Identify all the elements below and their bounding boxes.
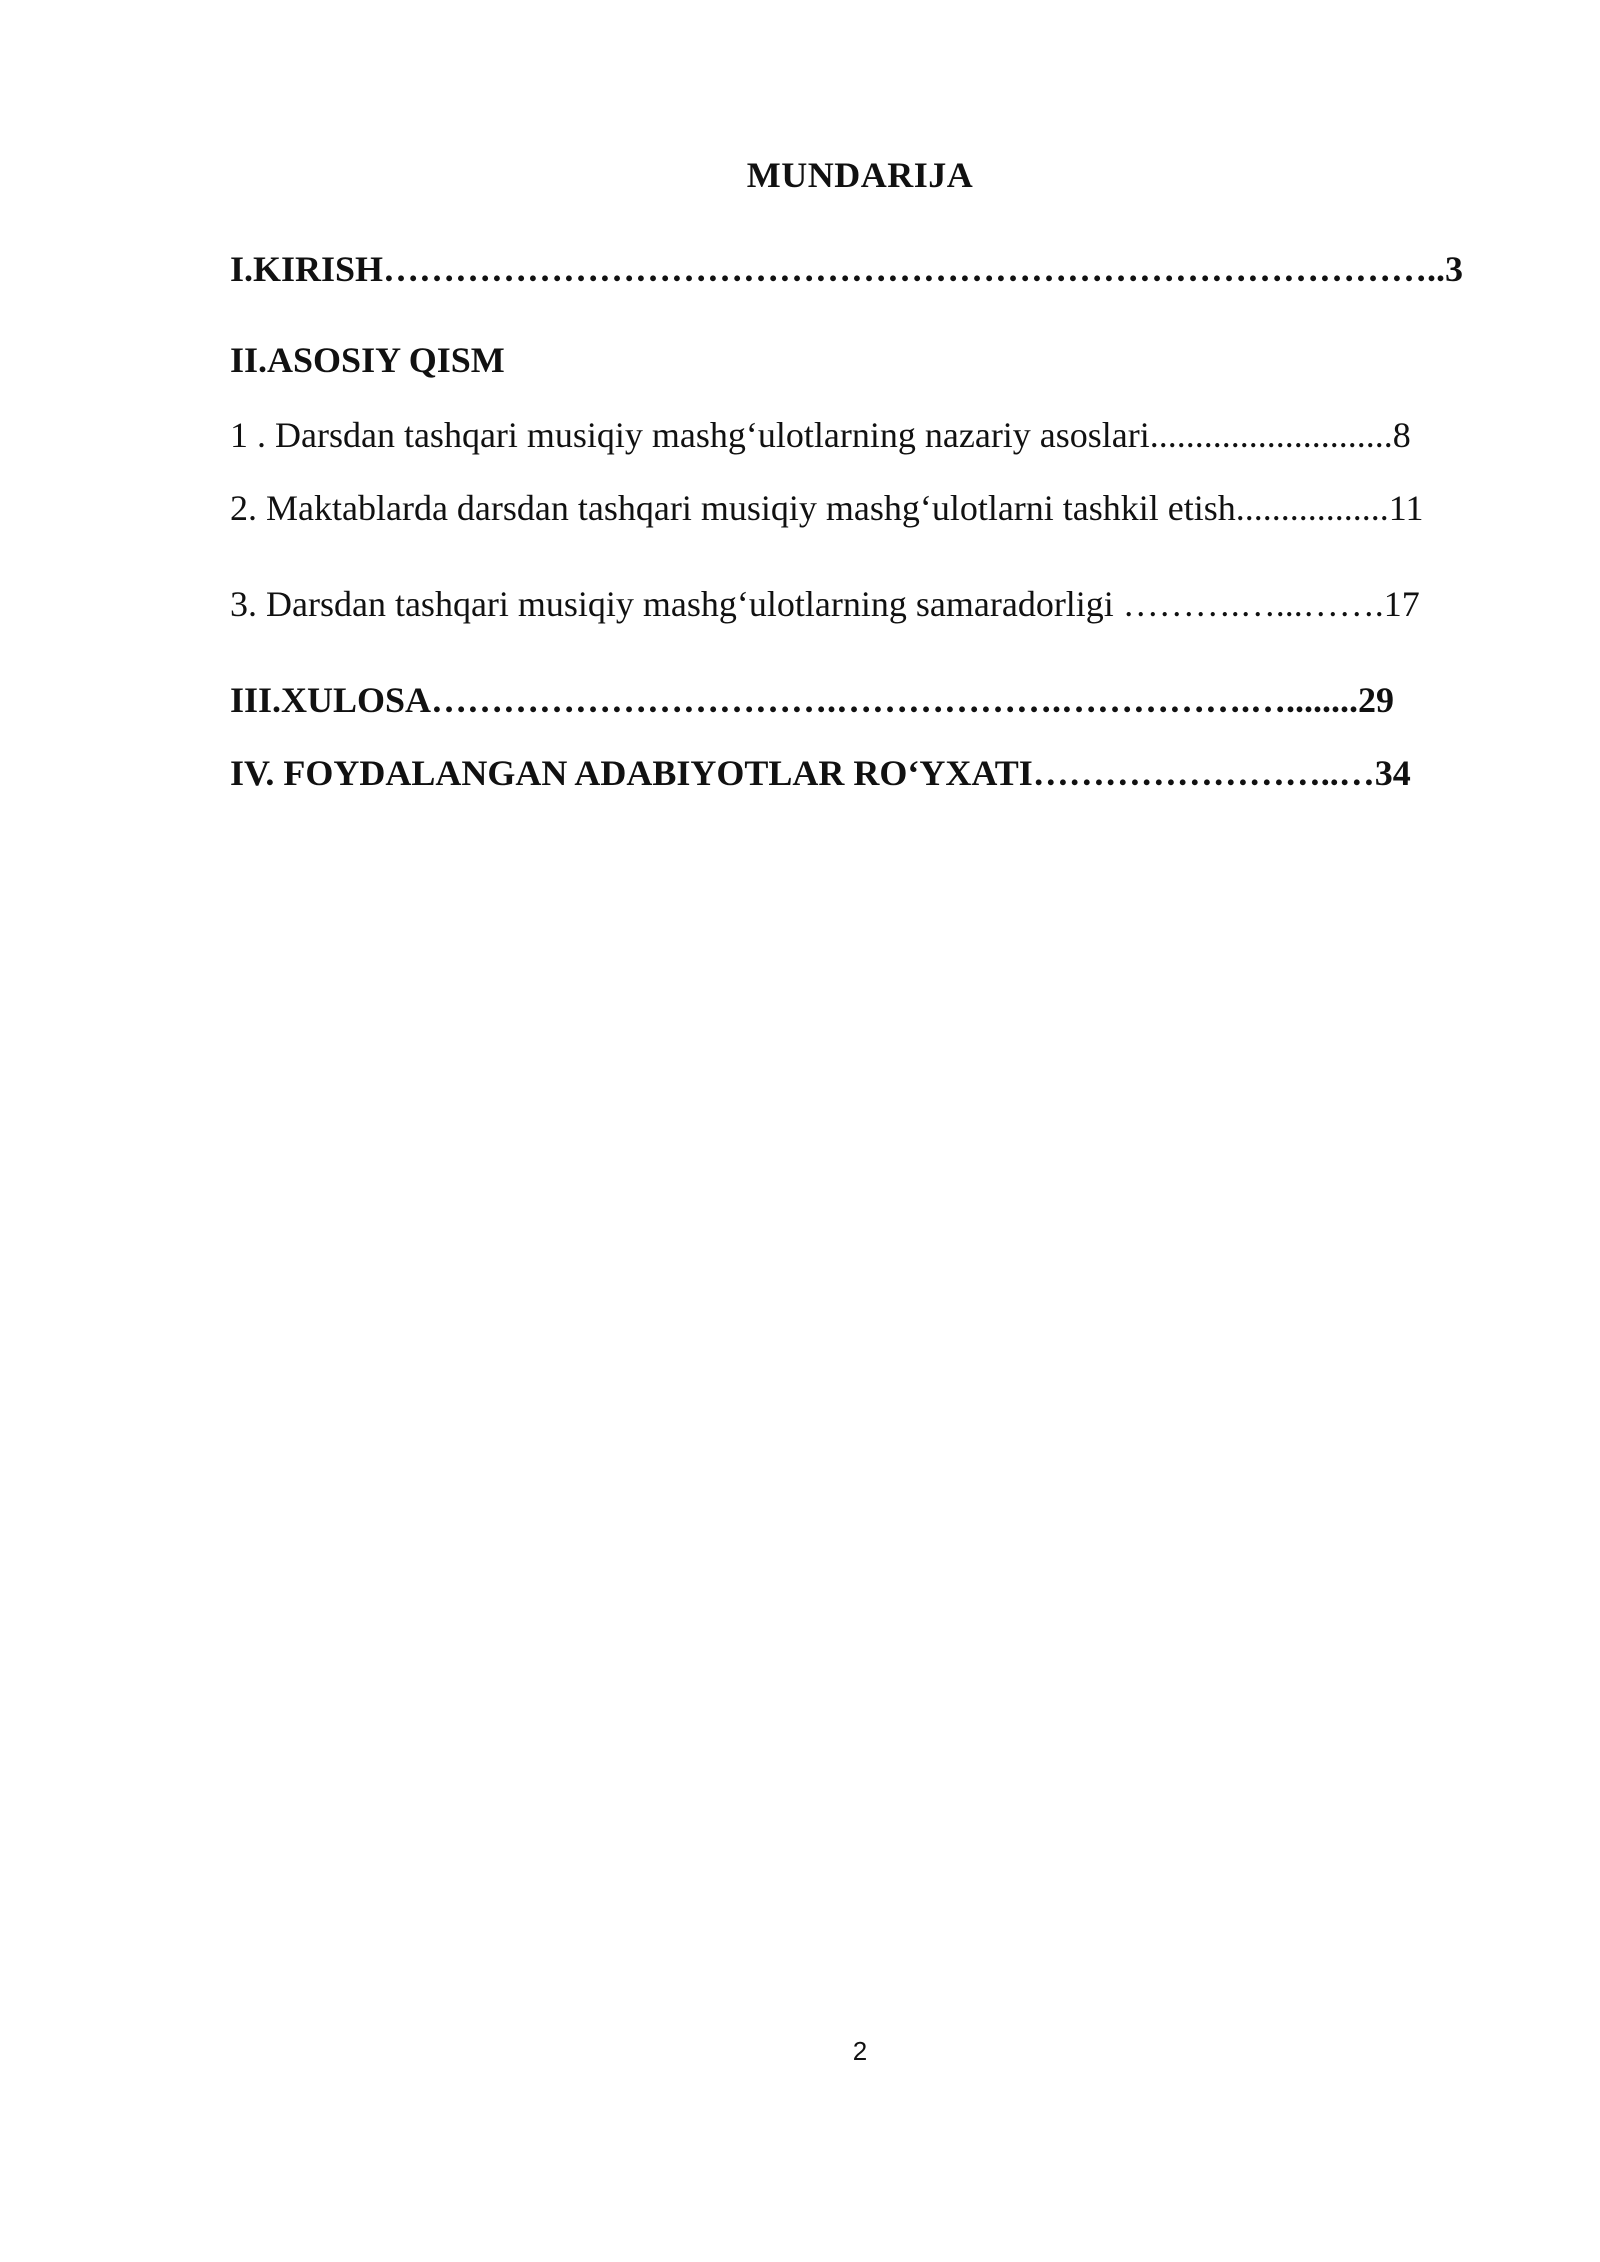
page-number: 2 — [852, 2036, 868, 2066]
toc-entry-kirish: I.KIRISH……………………………………………………………………………..3 — [230, 249, 1464, 289]
toc-entry-1: 1 . Darsdan tashqari musiqiy mashg‘ulotlarning nazariy asoslari...........................8 — [230, 415, 1411, 455]
toc-entry-2: 2. Maktablarda darsdan tashqari musiqiy mashg‘ulotlarni tashkil etish.................11 — [230, 488, 1424, 528]
toc-entry-3: 3. Darsdan tashqari musiqiy mashg‘ulotlarning samaradorligi ……….…...…….17 — [230, 584, 1420, 624]
toc-heading-asosiy-qism: II.ASOSIY QISM — [230, 340, 505, 380]
toc-entry-xulosa: III.XULOSA…………………………….……………….…………….…........29 — [230, 680, 1395, 720]
toc-entry-adabiyotlar: IV. FOYDALANGAN ADABIYOTLAR RO‘YXATI……………………..…34 — [230, 753, 1411, 793]
toc-title: MUNDARIJA — [746, 155, 974, 195]
